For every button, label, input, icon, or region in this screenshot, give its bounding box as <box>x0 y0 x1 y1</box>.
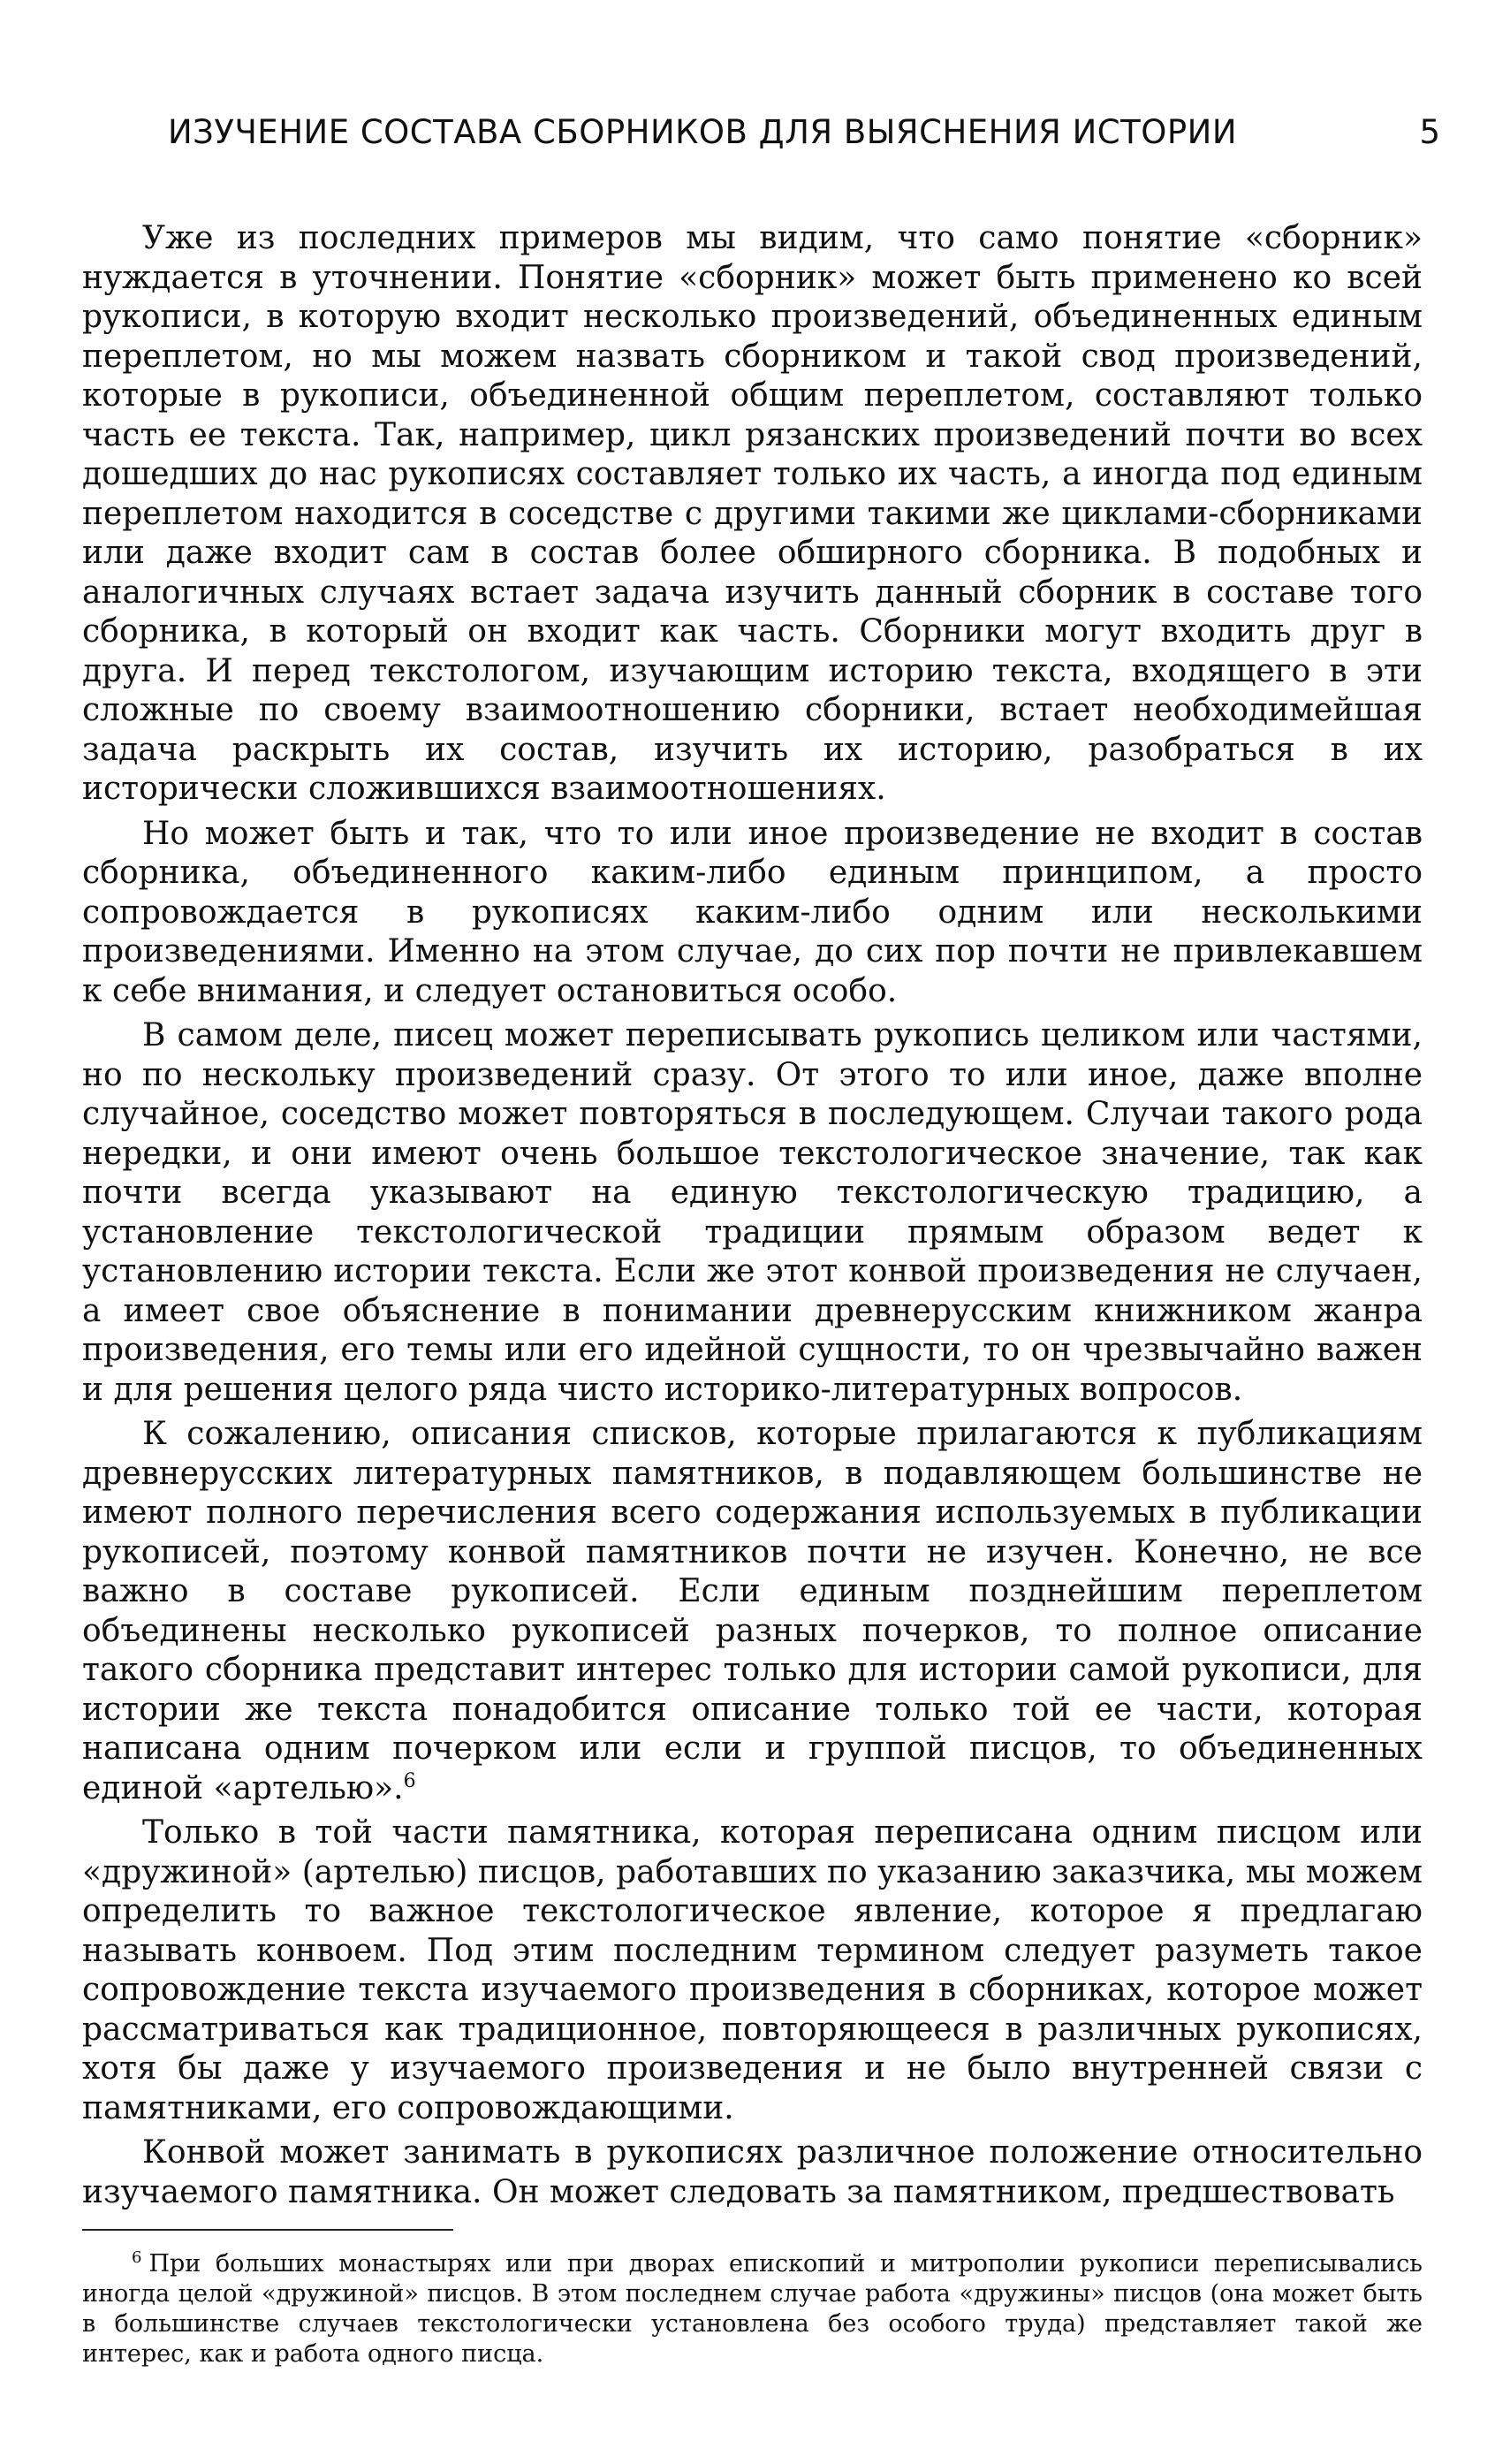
paragraph-1: Уже из последних примеров мы видим, что само понятие «сборник» нуждается в уточнении. Понятие «сборник» может быть применено ко всей рукописи, в которую входит несколько произведений, объединенных единым переплетом, но мы можем назвать сборником и такой свод произведений, которые в рукописи, объединенной общим переплетом, составляют только часть ее текста. Так, например, цикл рязанских произведений почти во всех дошедших до нас рукописях составляет только их часть, а иногда под единым переплетом находится в соседстве с другими такими же циклами-сборниками или даже входит сам в состав более обширного сборника. В подобных и аналогичных случаях встает задача изучить данный сборник в составе того сборника, в который он входит как часть. Сборники могут входить друг в друга. И перед текстологом, изучающим историю текста, входящего в эти сложные по своему взаимоотношению сборники, встает необходимейшая задача раскрыть их состав, изучить их историю, разобраться в их исторически сложившихся взаимоотношениях. <box>82 220 1423 807</box>
footnote-text: При больших монастырях или при дворах епископий и митрополии рукописи переписывались иногда целой «дружиной» писцов. В этом последнем случае работа «дружины» писцов (она может быть в большинстве случаев текстологически установлена без особого труда) представляет такой же интерес, как и работа одного писца. <box>82 2250 1423 2368</box>
paragraph-6: Конвой может занимать в рукописях различное положение относительно изучаемого памятника. Он может следовать за памятником, предшествовать <box>82 2134 1423 2210</box>
paragraph-3: В самом деле, писец может переписывать рукопись целиком или частями, но по нескольку произведений сразу. От этого то или иное, даже вполне случайное, соседство может повторяться в последующем. Случаи такого рода нередки, и они имеют очень большое текстологическое значение, так как почти всегда указывают на единую текстологическую традицию, а установление текстологической традиции прямым образом ведет к установлению истории текста. Если же этот конвой произведения не случаен, а имеет свое объяснение в понимании древнерусским книжником жанра произведения, его темы или его идейной сущности, то он чрезвычайно важен и для решения целого ряда чисто историко-литературных вопросов. <box>82 1017 1423 1408</box>
paragraph-2: Но может быть и так, что то или иное произведение не входит в состав сборника, объединенного каким-либо единым принципом, а просто сопровождается в рукописях каким-либо одним или несколькими произведениями. Именно на этом случае, до сих пор почти не привлекавшем к себе внимания, и следует остановиться особо. <box>82 815 1423 1009</box>
footnotes <box>82 2249 1423 2369</box>
footnote-mark: 6 <box>132 2248 142 2267</box>
paragraph-5: Только в той части памятника, которая переписана одним писцом или «дружиной» (артелью) писцов, работавших по указанию заказчика, мы можем определить то важное текстологическое явление, которое я предлагаю называть конвоем. Под этим последним термином следует разуметь такое сопровождение текста изучаемого произведения в сборниках, которое может рассматриваться как традиционное, повторяющееся в различных рукописях, хотя бы даже у изучаемого произведения и не было внутренней связи с памятниками, его сопровождающими. <box>82 1814 1423 2126</box>
footnote-reference[interactable]: 6 <box>403 1769 416 1792</box>
page-number: 5 <box>1419 113 1440 151</box>
paragraph-4-text: К сожалению, описания списков, которые прилагаются к публикациям древнерусских литературных памятников, в подавляющем большинстве не имеют полного перечисления всего содержания используемых в публикации рукописей, поэтому конвой памятников почти не изучен. Конечно, не все важно в составе рукописей. Если единым позднейшим переплетом объединены несколько рукописей разных почерков, то полное описание такого сборника представит интерес только для истории самой рукописи, для истории же текста понадобится описание только той ее части, которая написана одним почерком или если и группой писцов, то объединенных единой «артелью». <box>82 1416 1423 1806</box>
running-head-title: ИЗУЧЕНИЕ СОСТАВА СБОРНИКОВ ДЛЯ ВЫЯСНЕНИЯ ИСТОРИИ <box>168 113 1238 151</box>
running-head <box>168 113 1440 166</box>
paragraph-4 <box>82 1415 1423 1808</box>
footnote-6 <box>82 2249 1423 2369</box>
body-text <box>82 219 1423 2217</box>
footnote-divider <box>82 2229 453 2231</box>
